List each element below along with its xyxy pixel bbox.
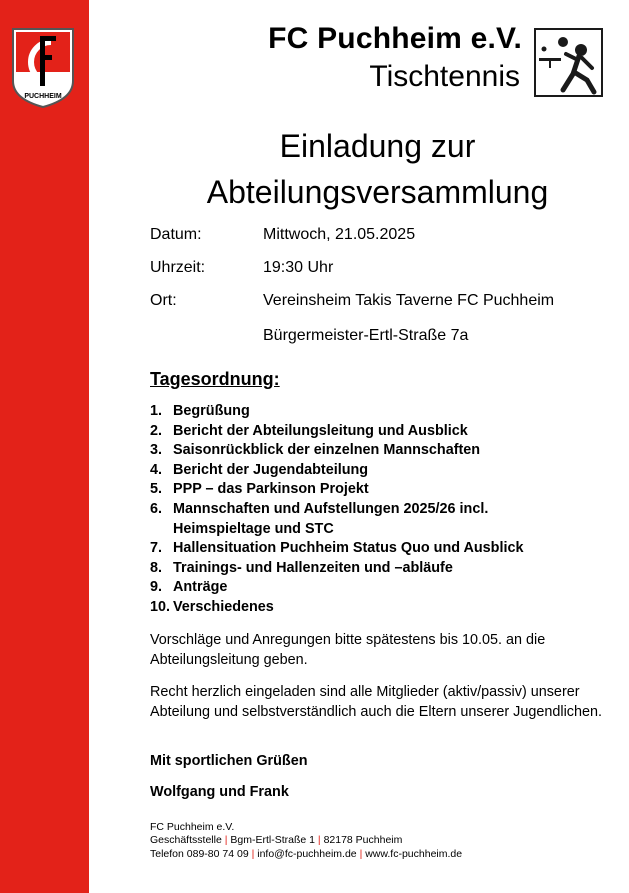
- footer-city: 82178 Puchheim: [323, 834, 403, 847]
- footer-phone: Telefon 089-80 74 09: [150, 847, 249, 860]
- red-side-bar: [0, 0, 89, 893]
- agenda-list: [150, 402, 553, 618]
- footer-separator: |: [317, 834, 321, 847]
- suggestions-paragraph: Vorschläge und Anregungen bitte spätestens bis 10.05. an die Abteilungsleitung geben.: [150, 632, 546, 668]
- title-line-2: Abteilungsversammlung: [206, 174, 549, 210]
- greeting: Mit sportlichen Grüßen: [150, 753, 308, 769]
- fc-puchheim-crest-icon: [11, 27, 75, 109]
- footer-org: FC Puchheim e.V.: [150, 821, 235, 833]
- footer-web-link[interactable]: www.fc-puchheim.de: [365, 847, 463, 860]
- footer-address-line: [150, 834, 462, 847]
- footer-street: Bgm-Ertl-Straße 1: [230, 834, 315, 847]
- agenda-item: [150, 441, 553, 461]
- signature: Wolfgang und Frank: [150, 784, 289, 800]
- footer: [150, 821, 462, 861]
- agenda-item-number: 1.: [150, 403, 163, 419]
- agenda-item-text: Hallensituation Puchheim Status Quo und Ausblick: [173, 540, 524, 557]
- crest-label: PUCHHEIM: [24, 93, 62, 100]
- agenda-item: [150, 402, 553, 422]
- date-value: Mittwoch, 21.05.2025: [263, 226, 416, 243]
- agenda-item: [150, 598, 553, 618]
- footer-contact-line: [150, 848, 462, 861]
- footer-separator: |: [359, 847, 363, 860]
- agenda-item-number: 10.: [150, 598, 171, 615]
- agenda-item: [150, 500, 553, 539]
- agenda-item-number: 7.: [150, 540, 163, 557]
- place-row: [150, 292, 554, 310]
- agenda-heading: Tagesordnung:: [150, 369, 280, 389]
- agenda-item-number: 3.: [150, 442, 163, 459]
- table-tennis-player-icon: [534, 28, 603, 97]
- agenda-item: [150, 422, 553, 442]
- place-value: Vereinsheim Takis Taverne FC Puchheim: [263, 292, 555, 309]
- title-line-1: Einladung zur: [279, 128, 476, 164]
- footer-email-link[interactable]: info@fc-puchheim.de: [257, 847, 357, 860]
- place-label: Ort:: [150, 292, 177, 309]
- time-label: Uhrzeit:: [150, 259, 206, 276]
- agenda-item-number: 9.: [150, 579, 163, 596]
- agenda-item-text: Bericht der Abteilungsleitung und Ausblick: [173, 422, 468, 439]
- agenda-item-text: Trainings- und Hallenzeiten und –abläufe: [173, 559, 453, 576]
- date-row: [150, 226, 415, 244]
- time-row: [150, 259, 333, 277]
- agenda-item: [150, 539, 553, 559]
- agenda-item: [150, 559, 553, 579]
- time-value: 19:30 Uhr: [263, 259, 334, 276]
- department-name: Tischtennis: [369, 60, 520, 93]
- footer-separator: |: [224, 834, 228, 847]
- agenda-item-number: 8.: [150, 559, 163, 576]
- agenda-item-number: 6.: [150, 500, 163, 517]
- agenda-item-text: Mannschaften und Aufstellungen 2025/26 incl. Heimspieltage und STC: [173, 500, 489, 537]
- agenda-item-number: 4.: [150, 461, 163, 478]
- agenda-item-text: Verschiedenes: [173, 598, 274, 615]
- agenda-item-text: Anträge: [173, 579, 228, 596]
- date-label: Datum:: [150, 226, 202, 243]
- agenda-item: [150, 461, 553, 481]
- agenda-item: [150, 578, 553, 598]
- club-name: FC Puchheim e.V.: [268, 22, 522, 55]
- agenda-item-text: Saisonrückblick der einzelnen Mannschaften: [173, 442, 481, 459]
- address-row: [150, 327, 468, 345]
- invitation-paragraph: Recht herzlich eingeladen sind alle Mitglieder (aktiv/passiv) unserer Abteilung und selbstverständlich auch die Eltern unserer Jugendlichen.: [150, 684, 602, 720]
- agenda-item: [150, 480, 553, 500]
- agenda-item-text: PPP – das Parkinson Projekt: [173, 481, 369, 498]
- agenda-item-text: Bericht der Jugendabteilung: [173, 461, 369, 478]
- agenda-item-number: 2.: [150, 422, 163, 439]
- footer-office: Geschäftsstelle: [150, 834, 222, 847]
- agenda-item-number: 5.: [150, 481, 163, 498]
- agenda-item-text: Begrüßung: [173, 403, 250, 419]
- document-title: [150, 123, 605, 215]
- footer-separator: |: [251, 847, 255, 860]
- address-value: Bürgermeister-Ertl-Straße 7a: [263, 327, 469, 344]
